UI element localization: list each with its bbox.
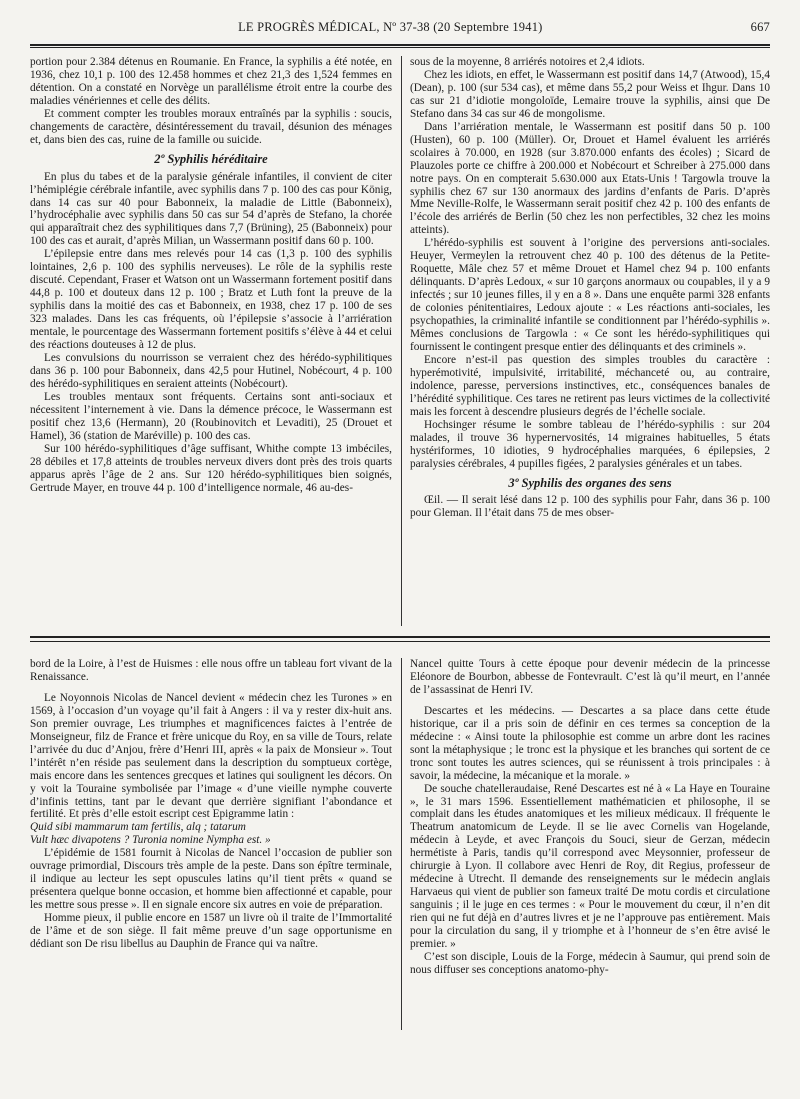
section-rule-thin: [30, 641, 770, 642]
bottom-right-column: [410, 658, 770, 1078]
header-rule-thin: [30, 47, 770, 48]
section-heading: 3º Syphilis des organes des sens: [508, 475, 672, 490]
paragraph: portion pour 2.384 détenus en Roumanie. En France, la syphilis a été notée, en 1936, chez 10,1 p. 100 des 12.458 hommes et chez 21,3 des 1,524 femmes en détention. On a constaté en Norvège un parallélisme étroit entre la courbe des maladies vénériennes et celle des délits.: [30, 56, 392, 107]
verse-line: Vult hæc divapotens ? Turonia nomine Nympha est. »: [30, 834, 271, 847]
paragraph: sous de la moyenne, 8 arriérés notoires et 2,4 idiots.: [410, 56, 645, 68]
paragraph: En plus du tabes et de la paralysie générale infantiles, il convient de citer l’hémiplégie cérébrale infantile, avec syphilis dans 7 p. 100 des cas pour König, dans 14 cas sur 40 pour Babonneix, la maladie de Little (Babonneix), l’hydrocéphalie avec syphilis dans 50 cas sur 54 d’après de Stefano, la chorée qui apparaîtrait chez des syphilitiques dans 7,7 (Brüning), 25 (Babonneix) pour 100 des cas et aurait, d’après Milian, un Wassermann positif dans 60 p. 100.: [30, 170, 392, 248]
page-number: 667: [750, 20, 770, 34]
paragraph: De souche chatelleraudaise, René Descartes est né à « La Haye en Touraine », le 31 mars 1596. Essentiellement mathématicien et philosophe, il se complait dans les études anatomiques et les milieux médicaux. Il fréquente le Theatrum anatomicum de Leyde. Il se lie avec Cornelis van Hogelande, médecin à Leyde, et avec François du Souci, sieur de Gerzan, médecin hermétiste à Paris, tandis qu’il correspond avec Meysonnier, professeur de chirurgie à Lyon. Il collabore avec Henri de Roy, dit Regius, professeur de médecine à Utrecht. Il demande des renseignements sur le médecin anglais Harvaeus qui vient de publier son fameux traité De motu cordis et circulatione sanguinis ; il le juge en ces termes : « Pour le mouvement du cœur, il n’en dit rien qui ne fut déjà en d’autres livres et je ne l’approuve pas entièrement. Mais pour la circulation du sang, il y triomphe et à l’honneur de s’en être avisé le premier. »: [410, 782, 770, 951]
paragraph: L’épilepsie entre dans mes relevés pour 14 cas (1,3 p. 100 des syphilis lointaines, 2,6 p. 100 des syphilis nerveuses). Le rôle de la syphilis reste discuté. Cependant, Fraser et Watson ont un Wassermann fortement positif dans 44,8 p. 100 et douteux dans 12 p. 100 ; Bratz et Luth font la preuve de la syphilis dans la moitié des cas et Babonneix, en 1938, chez 17 p. 100 de ses 323 malades. Dans les cas fréquents, où l’épilepsie s’associe à l’arriération mentale, le pourcentage des Wassermann fortement positifs s’élève à 44 et celui des réactions douteuses à 12 de plus.: [30, 248, 392, 352]
header-rule: [30, 44, 770, 46]
journal-title: LE PROGRÈS MÉDICAL, Nº 37-38 (20 Septembre 1941): [238, 20, 543, 34]
paragraph: Dans l’arriération mentale, le Wassermann est positif dans 50 p. 100 (Husten), 60 p. 100 (Müller). Or, Drouet et Hamel évaluent les arriérés scolaires à 70.000, en 1928 (sur 3.870.000 enfants des écoles) ; Sicard de Plauzoles porte ce chiffre à 200.000 et Nobécourt et Schreiber à 275.000 dans notre pays. On en compterait 5.630.000 aux Etats-Unis ! Targowla trouve la syphilis chez 67 sur 130 anormaux des jardins d’enfants de Paris. D’après Mme Neville-Rolfe, le Wassermann serait positif chez 42 p. 100 des enfants de l’école des arriérés de Berlin (50 chez les non perfectibles, 32 chez les moins atteints).: [410, 120, 770, 237]
top-left-column: [30, 56, 392, 626]
paragraph: Nancel quitte Tours à cette époque pour devenir médecin de la princesse Eléonore de Bourbon, abbesse de Fontevrault. C’est là qu’il meurt, en l’année de l’assassinat de Henri IV.: [410, 658, 770, 696]
paragraph: L’hérédo-syphilis est souvent à l’origine des perversions anti-sociales. Heuyer, Vermeylen la retrouvent chez 40 p. 100 des détenus de la Petite-Roquette, Mâle chez 57 et même Drouet et Hamel chez 94 p. 100 enfants délinquants. D’après Ledoux, « sur 10 garçons anormaux ou coupables, il y a 9 infectés ; sur 10 jeunes filles, il y en a 8 ». Dans une enquête parmi 328 enfants de colonies pénitentiaires, Ledoux ajoute : « Les réactions anti-sociales, les psychopathies, la criminalité infantile se conditionnent par l’hérédo-syphilis ». Mêmes conclusions de Targowla : « Ce sont les hérédo-syphilitiques qui fournissent le contingent presque entier des délinquants et des criminels ».: [410, 237, 770, 353]
paragraph: Les convulsions du nourrisson se verraient chez des hérédo-syphilitiques dans 36 p. 100 pour Babonneix, dans 42,5 pour Hutinel, Nobécourt, 4 p. 100 des hérédo-syphilitiques en seraient atteints (Nobécourt).: [30, 351, 392, 390]
paragraph: Œil. — Il serait lésé dans 12 p. 100 des syphilis pour Fahr, dans 36 p. 100 pour Gleman. Il l’était dans 75 de mes obser-: [410, 494, 770, 520]
paragraph: C’est son disciple, Louis de la Forge, médecin à Saumur, qui prend soin de nous diffuser ses conceptions anatomo-phy-: [410, 950, 770, 976]
paragraph: Le Noyonnois Nicolas de Nancel devient « médecin chez les Turones » en 1569, à l’occasion d’un voyage qu’il fait à Angers : il va y rester dix-huit ans. Son premier ouvrage, Les triumphes et magnificences faictes à l’entrée de Monseigneur, filz de France et frère unicque du Roy, en sa ville de Tours, relate l’arrivée du duc d’Anjou, frère d’Henri III, après « la paix de Monsieur ». Tout l’intérêt n’en réside pas seulement dans la description du somptueux cortège, mais encore dans les sentences grecques et latines qui soulignent les décors. On y voit la Touraine symbolisée par l’image « d’une vieille nymphe couverte d’infinis tettins, tant par le devant que derrière signifiant l’abondance et fertilité. Et près d’elle estoit escript cest Epigramme latin :: [30, 691, 392, 821]
paragraph: Homme pieux, il publie encore en 1587 un livre où il traite de l’Immortalité de l’âme et de son siège. Il fait même preuve d’un sage opportunisme en dédiant son De risu libellus au Dauphin de France qui va naître.: [30, 912, 392, 951]
paragraph: Et comment compter les troubles moraux entraînés par la syphilis : soucis, changements de caractère, désintéressement du travail, désunion des ménages et, dans bien des cas, ruine de la famille ou suicide.: [30, 107, 392, 146]
section-rule: [30, 636, 770, 638]
verse-line: Quid sibi mammarum tam fertilis, alq ; tatarum: [30, 821, 246, 834]
paragraph: Sur 100 hérédo-syphilitiques d’âge suffisant, Whithe compte 13 imbéciles, 28 débiles et 17,8 atteints de troubles nerveux divers dont près des trois quarts apparus après l’âge de 2 ans. Sur 120 hérédo-syphilitiques bien soignés, Gertrude Mayer, en trouve 44 p. 100 d’intelligence normale, 46 au-des-: [30, 442, 392, 494]
paragraph: Les troubles mentaux sont fréquents. Certains sont anti-sociaux et nécessitent l’internement à vie. Dans la démence précoce, le Wassermann est positif chez 13,6 (Hermann), 20 (Roubinovitch et Levaditi), 25 (Drouet et Hamel), 36 (station de Maréville) p. 100 des cas.: [30, 390, 392, 442]
paragraph: Descartes et les médecins. — Descartes a sa place dans cette étude historique, car il a pris soin de définir en ces termes sa conception de la médecine : « Ainsi toute la philosophie est comme un arbre dont les racines sont la métaphysique ; le tronc est la physique et les branches qui sortent de ce tronc sont toutes les autres sciences, qui se réunissent à trois principales : à savoir, la médecine, la mécanique et la morale. »: [410, 704, 770, 782]
paragraph: Hochsinger résume le sombre tableau de l’hérédo-syphilis : sur 204 malades, il trouve 36 hypernervosités, 14 migraines habituelles, 5 états hystériformes, 10 idioties, 9 hydrocéphalies marquées, 6 épilepsies, 2 paralysies cérébrales, 4 pupilles figées, 2 paralysies générales et un tabes.: [410, 418, 770, 470]
top-right-column: [410, 56, 770, 626]
paragraph: Encore n’est-il pas question des simples troubles du caractère : hyperémotivité, impulsivité, irritabilité, méchanceté ou, au contraire, indolence, paresse, perversions instinctives, etc., conséquences banales de l’hérédité syphilitique. Ces tares ne retirent pas leurs victimes de la collectivité mais les forcent à descendre plusieurs degrés de l’échelle sociale.: [410, 353, 770, 418]
section-heading: 2º Syphilis héréditaire: [154, 151, 268, 166]
paragraph: Chez les idiots, en effet, le Wassermann est positif dans 14,7 (Atwood), 15,4 (Dean), p. 100 (sur 534 cas), et même dans 55,2 pour Weiss et Ihgur. Dans 10 cas sur 21 d’idiotie mongoloïde, Lemaire trouve la syphilis, ainsi que De Stefano dans 34 cas sur 46 de mongolisme.: [410, 68, 770, 120]
column-divider: [401, 658, 402, 1030]
bottom-left-column: [30, 658, 392, 1078]
column-divider: [401, 56, 402, 626]
paragraph: bord de la Loire, à l’est de Huismes : elle nous offre un tableau fort vivant de la Renaissance.: [30, 658, 392, 683]
paragraph: L’épidémie de 1581 fournit à Nicolas de Nancel l’occasion de publier son ouvrage primordial, Discours très ample de la peste. Dans son épître terminale, il indique au lecteur les sept opuscules latins qu’il tient prêts « quand se présentera quelque bonne occasion, et homme bien affectionné et capable, pour les mettre sous presse ». Il en signale encore six autres en voie de préparation.: [30, 847, 392, 912]
page-header: [30, 20, 770, 42]
